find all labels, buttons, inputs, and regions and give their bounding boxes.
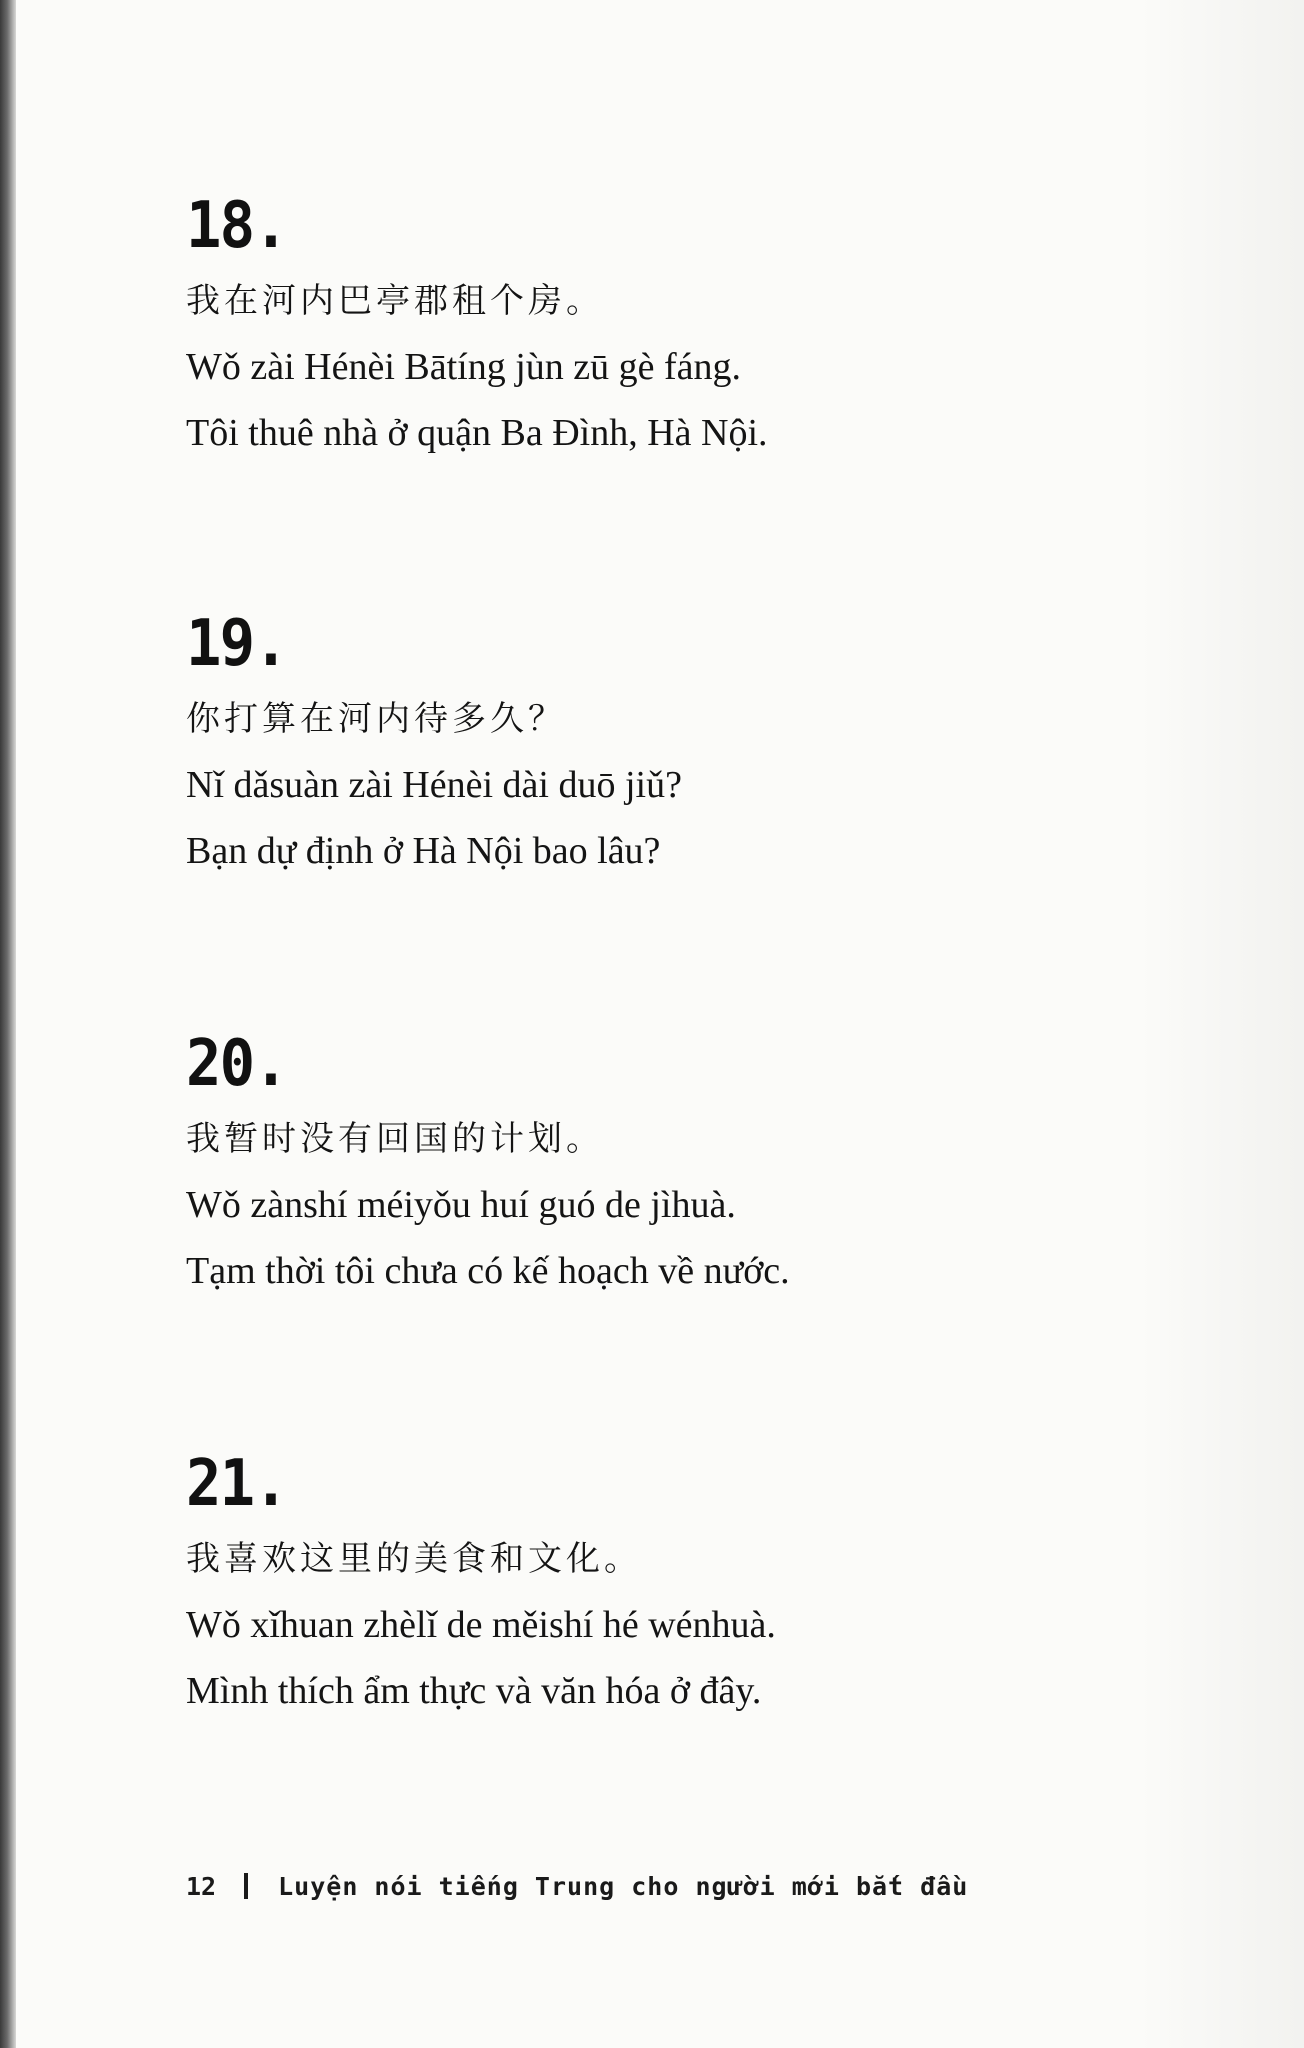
- page-footer: [186, 1866, 968, 1906]
- entry-number: 21.: [186, 1447, 287, 1521]
- chinese-sentence: 我在河内巴亭郡租个房。: [186, 281, 604, 321]
- entry-number: 18.: [186, 189, 287, 263]
- vietnamese-translation: Tôi thuê nhà ở quận Ba Đình, Hà Nội.: [186, 412, 768, 454]
- footer-divider: [244, 1873, 248, 1899]
- pinyin-sentence: Nǐ dǎsuàn zài Hénèi dài duō jiǔ?: [186, 764, 682, 806]
- chinese-sentence: 我暂时没有回国的计划。: [186, 1119, 604, 1159]
- vietnamese-translation: Tạm thời tôi chưa có kế hoạch về nước.: [186, 1250, 790, 1292]
- book-page: [186, 0, 1186, 2048]
- pinyin-sentence: Wǒ zànshí méiyǒu huí guó de jìhuà.: [186, 1184, 736, 1226]
- vietnamese-translation: Mình thích ẩm thực và văn hóa ở đây.: [186, 1670, 762, 1712]
- entry-number: 20.: [186, 1027, 287, 1101]
- entry-number: 19.: [186, 607, 287, 681]
- pinyin-sentence: Wǒ zài Hénèi Bātíng jùn zū gè fáng.: [186, 346, 742, 388]
- phrase-entry-19: [186, 604, 1186, 884]
- pinyin-sentence: Wǒ xǐhuan zhèlǐ de měishí hé wénhuà.: [186, 1604, 776, 1646]
- book-spine-shadow: [0, 0, 16, 2048]
- chinese-sentence: 我喜欢这里的美食和文化。: [186, 1539, 642, 1579]
- phrase-entry-18: [186, 186, 1186, 466]
- vietnamese-translation: Bạn dự định ở Hà Nội bao lâu?: [186, 830, 661, 872]
- page-number: 12: [186, 1871, 217, 1901]
- book-title: Luyện nói tiếng Trung cho người mới bắt đầu: [278, 1871, 969, 1901]
- phrase-entry-20: [186, 1024, 1186, 1304]
- chinese-sentence: 你打算在河内待多久？: [186, 699, 566, 739]
- phrase-entry-21: [186, 1444, 1186, 1724]
